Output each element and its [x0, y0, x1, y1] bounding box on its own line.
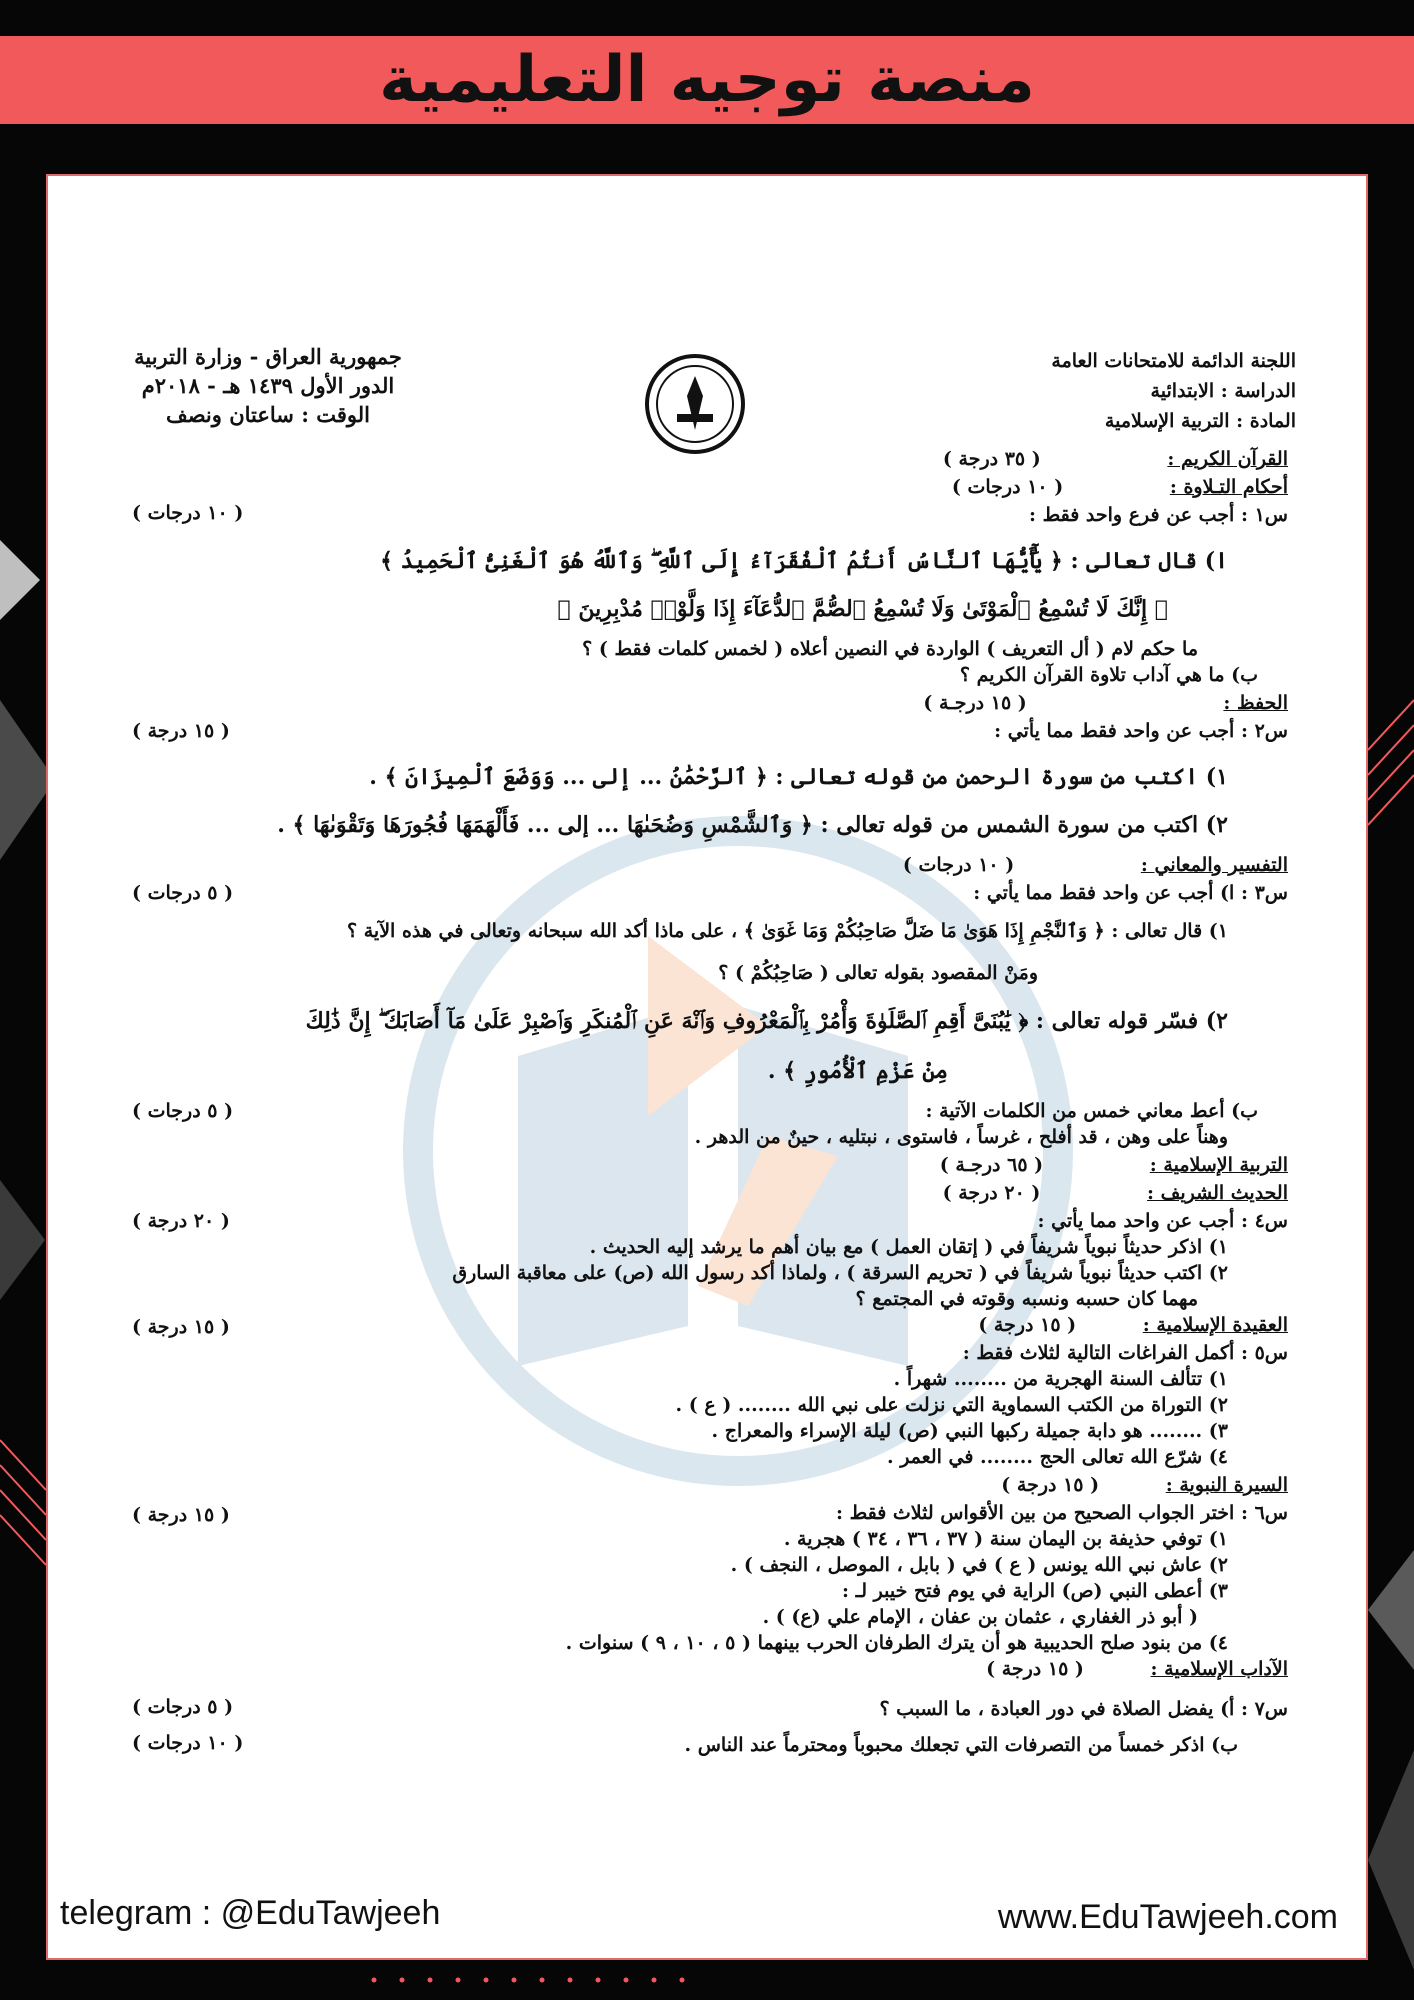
question-5-4: ٤) شرّع الله تعالى الحج ........ في العمر .: [886, 1446, 1228, 1468]
question-6-1: ١) توفي حذيفة بن اليمان سنة ( ٣٧ ، ٣٦ ، ٣٤ ) هجرية .: [783, 1528, 1228, 1550]
question-6-4: ٤) من بنود صلح الحديبية هو أن يترك الطرفان الحرب بينهما ( ٥ ، ١٠ ، ٩ ) سنوات .: [565, 1632, 1228, 1654]
question-4-1: ١) اذكر حديثاً نبوياً شريفاً في ( إتقان العمل ) مع بيان أهم ما يرشد إليه الحديث .: [589, 1236, 1228, 1258]
question-1-b: ب) ما هي آداب تلاوة القرآن الكريم ؟: [959, 664, 1258, 686]
right-decoration: [1368, 600, 1414, 2000]
question-3-2-b: مِنْ عَزْمِ ٱلْأُمُورِ ﴾ .: [767, 1058, 948, 1084]
question-1-score: ( ١٠ درجات ): [132, 502, 244, 524]
section-sira-title: السيرة النبوية :: [1165, 1474, 1288, 1496]
question-7-a-score: ( ٥ درجات ): [132, 1696, 234, 1718]
question-2-score: ( ١٥ درجة ): [132, 720, 230, 742]
telegram-link[interactable]: telegram : @EduTawjeeh: [60, 1894, 441, 1932]
question-3-1-b: ومَنْ المقصود بقوله تعالى ( صَاحِبُكُمْ ) ؟: [718, 962, 1038, 984]
section-tilawa: [952, 476, 1288, 498]
website-link[interactable]: www.EduTawjeeh.com: [997, 1898, 1338, 1936]
question-5-1: ١) تتألف السنة الهجرية من ........ شهراً .: [893, 1368, 1228, 1390]
question-1-verse-a: ا) قال تعالى : ﴿ يَٰٓأَيُّهَا ٱلنَّاسُ أَنتُمُ ٱلْفُقَرَآءُ إِلَى ٱللَّهِ ۖ وَٱللَّهُ هُوَ ٱلْغَنِىُّ ٱلْحَمِيدُ ﴾: [380, 548, 1228, 574]
exam-card: [46, 174, 1368, 1960]
section-sira: [1001, 1474, 1288, 1496]
question-6-3-b: ( أبو ذر الغفاري ، عثمان بن عفان ، الإمام علي (ع) ) .: [762, 1606, 1198, 1628]
section-adab: [986, 1658, 1288, 1680]
section-tafsir: [903, 854, 1288, 876]
question-6-score: ( ١٥ درجة ): [132, 1504, 230, 1526]
header-right: [876, 346, 1296, 436]
header-stage: الدراسة : الابتدائية: [1150, 380, 1296, 402]
question-4-2-b: مهما كان حسبه ونسبه وقوته في المجتمع ؟: [855, 1288, 1198, 1310]
question-6-3: ٣) أعطى النبي (ص) الراية في يوم فتح خيبر لـ :: [842, 1580, 1228, 1602]
section-adab-title: الآداب الإسلامية :: [1150, 1658, 1288, 1680]
question-1-a-prompt: ما حكم لام ( أل التعريف ) الواردة في النصين أعلاه ( لخمس كلمات فقط ) ؟: [582, 638, 1198, 660]
section-aqida-score: ( ١٥ درجة ): [978, 1314, 1077, 1336]
question-3-1: ١) قال تعالى : ﴿ وَٱلنَّجْمِ إِذَا هَوَىٰ مَا ضَلَّ صَاحِبُكُمْ وَمَا غَوَىٰ ﴾ ، على ماذا أكد الله سبحانه وتعالى في هذه الآية ؟: [347, 920, 1228, 942]
header-time: الوقت : ساعتان ونصف: [165, 402, 371, 427]
question-5-score: ( ١٥ درجة ): [132, 1316, 230, 1338]
section-hifz-title: الحفظ :: [1223, 692, 1288, 714]
question-3: س٣ : ا) أجب عن واحد فقط مما يأتي :: [973, 882, 1288, 904]
section-tarbiya-title: التربية الإسلامية :: [1149, 1154, 1288, 1176]
header-committee: اللجنة الدائمة للامتحانات العامة: [1051, 350, 1296, 372]
question-3-score: ( ٥ درجات ): [132, 882, 234, 904]
question-1-verse-b: ﴿ إِنَّكَ لَا تُسْمِعُ ٱلْمَوْتَىٰ وَلَا تُسْمِعُ ٱلصُّمَّ ٱلدُّعَآءَ إِذَا وَلَّوْا۟ مُدْبِرِينَ ﴾: [557, 596, 1168, 622]
question-7-b: ب) اذكر خمساً من التصرفات التي تجعلك محبوباً ومحترماً عند الناس .: [684, 1734, 1238, 1756]
section-tilawa-score: ( ١٠ درجات ): [951, 476, 1064, 498]
exam-sheet: [88, 218, 1328, 1878]
question-3-2: ٢) فسّر قوله تعالى : ﴿ يَٰبُنَىَّ أَقِمِ ٱلصَّلَوٰةَ وَأْمُرْ بِٱلْمَعْرُوفِ وَٱنْهَ عَنِ ٱلْمُنكَرِ وَٱصْبِرْ عَلَىٰ مَآ أَصَابَكَ ۖ إِنَّ ذَٰلِكَ: [305, 1008, 1228, 1034]
header-left: [108, 342, 428, 429]
question-7-b-score: ( ١٠ درجات ): [132, 1732, 244, 1754]
section-hadith: [943, 1182, 1288, 1204]
section-quran-title: القرآن الكريم :: [1167, 448, 1288, 470]
question-6: س٦ : اختر الجواب الصحيح من بين الأقواس لثلاث فقط :: [835, 1502, 1288, 1524]
top-banner: [0, 36, 1414, 124]
question-4: س٤ : أجب عن واحد مما يأتي :: [1037, 1210, 1288, 1232]
header-subject: المادة : التربية الإسلامية: [1104, 410, 1296, 432]
bottom-dots-decoration: [370, 1976, 710, 1984]
banner-title: منصة توجيه التعليمية: [379, 43, 1035, 117]
section-quran-score: ( ٣٥ درجة ): [942, 448, 1041, 470]
section-tafsir-score: ( ١٠ درجات ): [902, 854, 1015, 876]
question-4-2: ٢) اكتب حديثاً نبوياً شريفاً في ( تحريم السرقة ) ، ولماذا أكد رسول الله (ص) على معاقبة السارق: [452, 1262, 1228, 1284]
question-2: س٢ : أجب عن واحد فقط مما يأتي :: [994, 720, 1288, 742]
section-hifz: [923, 692, 1288, 714]
section-tarbiya: [940, 1154, 1288, 1176]
question-5-2: ٢) التوراة من الكتب السماوية التي نزلت على نبي الله ........ ( ع ) .: [675, 1394, 1228, 1416]
section-tafsir-title: التفسير والمعاني :: [1140, 854, 1288, 876]
section-adab-score: ( ١٥ درجة ): [986, 1658, 1084, 1680]
question-3-b: ب) أعط معاني خمس من الكلمات الآتية :: [925, 1100, 1258, 1122]
question-2-1: ١) اكتب من سورة الرحمن من قوله تعالى : ﴿ ٱلرَّحْمَٰنُ ... إلى ... وَوَضَعَ ٱلْمِيزَانَ ﴾ .: [369, 764, 1228, 790]
question-3-b-score: ( ٥ درجات ): [132, 1100, 234, 1122]
question-1: س١ : أجب عن فرع واحد فقط :: [1028, 504, 1288, 526]
question-5-3: ٣) ........ هو دابة جميلة ركبها النبي (ص) ليلة الإسراء والمعراج .: [711, 1420, 1228, 1442]
question-2-2: ٢) اكتب من سورة الشمس من قوله تعالى : ﴿ وَٱلشَّمْسِ وَضُحَىٰهَا ... إلى ... فَأَلْهَمَهَا فُجُورَهَا وَتَقْوَىٰهَا ﴾ .: [277, 812, 1228, 838]
section-hadith-title: الحديث الشريف :: [1147, 1182, 1288, 1204]
section-sira-score: ( ١٥ درجة ): [1001, 1474, 1100, 1496]
section-tilawa-title: أحكام التـلاوة :: [1169, 476, 1288, 498]
question-5: س٥ : أكمل الفراغات التالية لثلاث فقط :: [962, 1342, 1288, 1364]
question-6-2: ٢) عاش نبي الله يونس ( ع ) في ( بابل ، الموصل ، النجف ) .: [730, 1554, 1228, 1576]
header-session: الدور الأول ١٤٣٩ هـ - ٢٠١٨م: [141, 373, 395, 398]
question-3-b-words: وهناً على وهن ، قد أفلح ، غرساً ، فاستوى ، نبتليه ، حينٌ من الدهر .: [694, 1126, 1228, 1148]
section-quran: [943, 448, 1288, 470]
section-hadith-score: ( ٢٠ درجة ): [942, 1182, 1041, 1204]
question-7-a: س٧ : أ) يفضل الصلاة في دور العبادة ، ما السبب ؟: [879, 1698, 1288, 1720]
question-4-score: ( ٢٠ درجة ): [132, 1210, 230, 1232]
ministry-seal-icon: [643, 352, 747, 456]
header-ministry: جمهورية العراق - وزارة التربية: [134, 344, 402, 369]
section-tarbiya-score: ( ٦٥ درجـة ): [939, 1154, 1044, 1176]
section-aqida: [978, 1314, 1288, 1336]
section-aqida-title: العقيدة الإسلامية :: [1142, 1314, 1288, 1336]
section-hifz-score: ( ١٥ درجـة ): [923, 692, 1027, 714]
